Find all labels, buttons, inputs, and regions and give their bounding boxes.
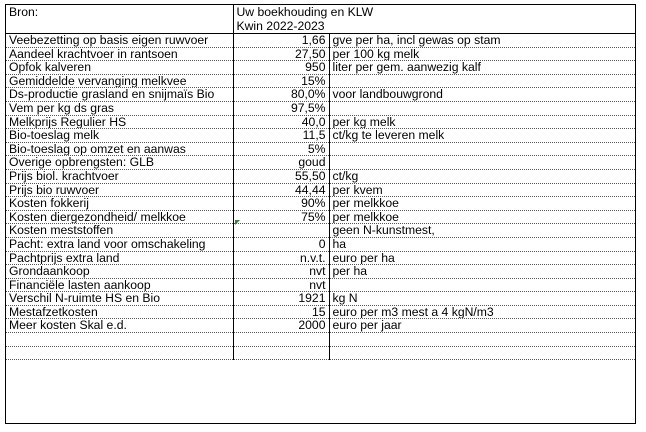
row-label: Verschil N-ruimte HS en Bio <box>6 292 233 306</box>
assumptions-table <box>6 5 635 360</box>
empty-cell <box>6 333 233 347</box>
table-row <box>6 224 635 238</box>
row-unit: per kvem <box>329 183 635 197</box>
table-row <box>6 101 635 115</box>
empty-cell <box>6 346 233 360</box>
row-unit <box>329 74 635 88</box>
table-row <box>6 47 635 61</box>
header-title <box>233 5 635 34</box>
row-value: 0 <box>233 237 329 251</box>
row-unit: per kg melk <box>329 115 635 129</box>
row-unit: voor landbouwgrond <box>329 88 635 102</box>
row-label: Vem per kg ds gras <box>6 101 233 115</box>
row-unit: per melkkoe <box>329 197 635 211</box>
row-unit: per 100 kg melk <box>329 47 635 61</box>
table-row <box>6 265 635 279</box>
row-unit: euro per jaar <box>329 319 635 333</box>
row-unit: per ha <box>329 265 635 279</box>
row-value: goud <box>233 156 329 170</box>
row-label: Bio-toeslag melk <box>6 129 233 143</box>
source-label: Bron: <box>6 5 233 34</box>
empty-row <box>6 346 635 360</box>
row-label: Mestafzetkosten <box>6 305 233 319</box>
row-unit: kg N <box>329 292 635 306</box>
row-unit: euro per m3 mest a 4 kgN/m3 <box>329 305 635 319</box>
title-line-2: Kwin 2022-2023 <box>236 19 325 33</box>
empty-cell <box>329 333 635 347</box>
row-value: n.v.t. <box>233 251 329 265</box>
table-row <box>6 129 635 143</box>
row-label: Bio-toeslag op omzet en aanwas <box>6 142 233 156</box>
row-value: 44,44 <box>233 183 329 197</box>
row-label: Pachtprijs extra land <box>6 251 233 265</box>
row-label: Prijs bio ruwvoer <box>6 183 233 197</box>
row-label: Gemiddelde vervanging melkvee <box>6 74 233 88</box>
row-label: Opfok kalveren <box>6 61 233 75</box>
row-label: Grondaankoop <box>6 265 233 279</box>
table-row <box>6 319 635 333</box>
row-value: 1921 <box>233 292 329 306</box>
table-row <box>6 156 635 170</box>
table-row <box>6 115 635 129</box>
table-row <box>6 237 635 251</box>
row-unit: ct/kg te leveren melk <box>329 129 635 143</box>
empty-cell <box>329 346 635 360</box>
row-label: Prijs biol. krachtvoer <box>6 169 233 183</box>
row-value: 90% <box>233 197 329 211</box>
row-unit: gve per ha, incl gewas op stam <box>329 34 635 48</box>
row-label: Financiële lasten aankoop <box>6 278 233 292</box>
table-row <box>6 251 635 265</box>
row-unit: ct/kg <box>329 169 635 183</box>
row-label: Meer kosten Skal e.d. <box>6 319 233 333</box>
table-row <box>6 34 635 48</box>
header-row <box>6 5 635 34</box>
row-unit: geen N-kunstmest, <box>329 224 635 238</box>
row-unit: ha <box>329 237 635 251</box>
table-row <box>6 74 635 88</box>
row-label: Kosten fokkerij <box>6 197 233 211</box>
table-row <box>6 210 635 224</box>
row-unit: liter per gem. aanwezig kalf <box>329 61 635 75</box>
row-unit <box>329 278 635 292</box>
row-label: Ds-productie grasland en snijmaïs Bio <box>6 88 233 102</box>
row-label: Aandeel krachtvoer in rantsoen <box>6 47 233 61</box>
row-value: 15 <box>233 305 329 319</box>
row-unit <box>329 156 635 170</box>
table-row <box>6 142 635 156</box>
row-value: 80,0% <box>233 88 329 102</box>
row-value: 950 <box>233 61 329 75</box>
row-label: Overige opbrengsten: GLB <box>6 156 233 170</box>
title-line-1: Uw boekhouding en KLW <box>236 5 374 19</box>
table-row <box>6 278 635 292</box>
spreadsheet-table <box>5 4 636 424</box>
row-label: Kosten meststoffen <box>6 224 233 238</box>
row-label: Pacht: extra land voor omschakeling <box>6 237 233 251</box>
row-value: nvt <box>233 265 329 279</box>
row-unit <box>329 142 635 156</box>
row-value <box>233 224 329 238</box>
row-value: 1,66 <box>233 34 329 48</box>
row-label: Kosten diergezondheid/ melkkoe <box>6 210 233 224</box>
row-unit: euro per ha <box>329 251 635 265</box>
row-value: 11,5 <box>233 129 329 143</box>
row-label: Melkprijs Regulier HS <box>6 115 233 129</box>
row-value: nvt <box>233 278 329 292</box>
table-row <box>6 169 635 183</box>
table-row <box>6 197 635 211</box>
empty-row <box>6 333 635 347</box>
row-value: 55,50 <box>233 169 329 183</box>
row-value: 97,5% <box>233 101 329 115</box>
table-row <box>6 305 635 319</box>
row-value: 5% <box>233 142 329 156</box>
table-row <box>6 88 635 102</box>
row-value: 40,0 <box>233 115 329 129</box>
row-label: Veebezetting op basis eigen ruwvoer <box>6 34 233 48</box>
row-value: 27,50 <box>233 47 329 61</box>
table-row <box>6 61 635 75</box>
empty-cell <box>233 333 329 347</box>
row-unit <box>329 101 635 115</box>
cell-comment-indicator <box>235 220 240 225</box>
row-unit: per melkkoe <box>329 210 635 224</box>
empty-cell <box>233 346 329 360</box>
row-value: 15% <box>233 74 329 88</box>
table-row <box>6 292 635 306</box>
row-value: 2000 <box>233 319 329 333</box>
table-row <box>6 183 635 197</box>
row-value: 75% <box>233 210 329 224</box>
